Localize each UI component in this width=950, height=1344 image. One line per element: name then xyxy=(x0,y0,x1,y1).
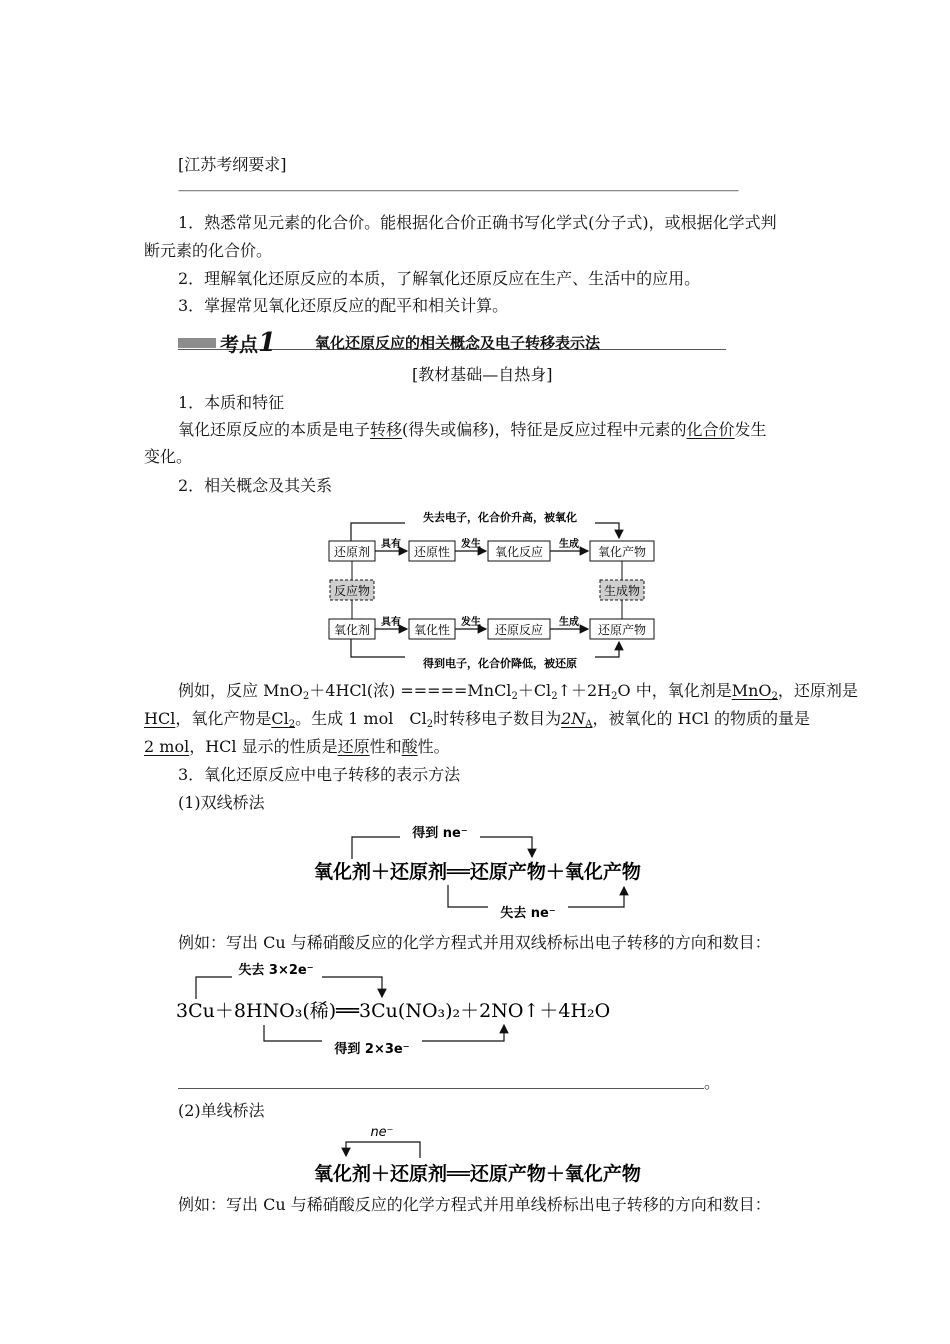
answer-blank: 化合价 xyxy=(686,420,735,439)
single-bridge-label: ne⁻ xyxy=(370,1125,394,1140)
section1-paragraph xyxy=(178,419,767,441)
text: ，还原剂是 xyxy=(777,681,858,700)
requirement-3: 3．掌握常见氧化还原反应的配平和相关计算。 xyxy=(178,296,509,315)
arrow-label: 具有 xyxy=(381,617,401,628)
arrow-label: 发生 xyxy=(461,539,481,550)
concept-relationship-diagram xyxy=(325,505,665,675)
bridge-bottom-label: 失去 ne⁻ xyxy=(500,906,556,921)
text: ，HCl 显示的性质是 xyxy=(189,737,338,756)
answer-blank: 酸 xyxy=(401,737,418,756)
answer-line[interactable] xyxy=(178,1088,704,1089)
box-label: 反应物 xyxy=(333,584,371,598)
answer-blank: 还原 xyxy=(337,737,370,756)
arrow-label: 具有 xyxy=(381,539,401,550)
double-bridge-heading: (1)双线桥法 xyxy=(178,793,265,812)
diagram-top-label: 失去电子，化合价升高，被氧化 xyxy=(423,511,577,524)
bridge-top-label: 得到 ne⁻ xyxy=(412,826,468,841)
dash-separator: ———————————————————————————————————————————————————————— xyxy=(178,184,738,197)
section1-paragraph-line2: 变化。 xyxy=(144,447,193,466)
box-label: 氧化性 xyxy=(413,623,451,637)
text: ，被氧化的 HCl 的物质的量是 xyxy=(592,709,811,728)
kaodian-number: 1 xyxy=(258,328,277,358)
box-label: 还原性 xyxy=(413,545,451,559)
answer-blank xyxy=(732,681,778,700)
text: ＋Cl xyxy=(517,681,552,700)
subscript: 2 xyxy=(288,719,296,730)
cu-bridge-bottom-label: 得到 2×3e⁻ xyxy=(334,1042,410,1057)
bridge-equation: 氧化剂＋还原剂══还原产物＋氧化产物 xyxy=(314,861,641,883)
section1-heading: 1．本质和特征 xyxy=(178,393,285,412)
kaodian-title: 氧化还原反应的相关概念及电子转移表示法 xyxy=(315,334,601,352)
single-bridge-heading: (2)单线桥法 xyxy=(178,1101,265,1120)
subscript: A xyxy=(585,719,593,730)
arrow-label: 生成 xyxy=(559,617,579,628)
answer: MnO xyxy=(731,681,772,700)
example-double-bridge: 例如：写出 Cu 与稀硝酸反应的化学方程式并用双线桥标出电子转移的方向和数目： xyxy=(178,933,771,952)
box-label: 氧化产物 xyxy=(597,545,647,559)
double-bridge-diagram xyxy=(310,815,670,925)
section-title: [江苏考纲要求] xyxy=(178,155,287,174)
kaodian-text: 考点 xyxy=(220,334,259,356)
text: 发生 xyxy=(734,420,767,439)
text: 时转移电子数目为 xyxy=(433,709,562,728)
text: 氧化还原反应的本质是电子 xyxy=(178,420,371,439)
text: ＋4HCl(浓) =====MnCl xyxy=(309,681,512,700)
answer-blank xyxy=(561,709,592,728)
section3-heading: 3．氧化还原反应中电子转移的表示方法 xyxy=(178,765,461,784)
box-label: 氧化剂 xyxy=(333,623,371,637)
box-label: 还原剂 xyxy=(333,545,371,559)
requirement-2: 2．理解氧化还原反应的本质，了解氧化还原反应在生产、生活中的应用。 xyxy=(178,269,701,288)
cu-double-bridge-diagram xyxy=(172,955,632,1065)
example-line3 xyxy=(144,736,450,758)
section2-heading: 2．相关概念及其关系 xyxy=(178,476,333,495)
subscript: 2 xyxy=(426,719,434,730)
requirement-1-line1: 1．熟悉常见元素的化合价。能根据化合价正确书写化学式(分子式)，或根据化学式判 xyxy=(178,213,777,232)
box-label: 还原反应 xyxy=(494,623,544,637)
text: O 中，氧化剂是 xyxy=(617,681,732,700)
answer-blank: 2 mol xyxy=(144,737,190,756)
single-bridge-equation: 氧化剂＋还原剂══还原产物＋氧化产物 xyxy=(314,1163,641,1185)
answer-blank: HCl xyxy=(144,709,176,728)
example-single-bridge: 例如：写出 Cu 与稀硝酸反应的化学方程式并用单线桥标出电子转移的方向和数目： xyxy=(178,1195,771,1214)
arrow-label: 发生 xyxy=(461,617,481,628)
subscript: 2 xyxy=(611,691,618,702)
example-line1 xyxy=(178,680,858,708)
example-line2 xyxy=(144,708,810,736)
box-label: 生成物 xyxy=(603,584,641,598)
text: ↑＋2H xyxy=(557,681,612,700)
text: ，氧化产物是 xyxy=(175,709,272,728)
text: 性。 xyxy=(417,737,450,756)
single-bridge-diagram xyxy=(310,1122,680,1192)
answer: 2N xyxy=(561,709,586,728)
text: (得失或偏移)，特征是反应过程中元素的 xyxy=(402,420,687,439)
cu-bridge-top-label: 失去 3×2e⁻ xyxy=(238,963,314,978)
subscript: 2 xyxy=(551,691,558,702)
box-label: 还原产物 xyxy=(597,623,647,637)
answer-blank: 转移 xyxy=(370,420,403,439)
box-label: 氧化反应 xyxy=(494,545,544,559)
answer-blank xyxy=(271,709,295,728)
kaodian-label xyxy=(220,328,276,358)
cu-equation: 3Cu＋8HNO₃(稀)══3Cu(NO₃)₂＋2NO↑＋4H₂O xyxy=(176,1000,611,1022)
subscript: 2 xyxy=(302,691,310,702)
requirement-1-line2: 断元素的化合价。 xyxy=(144,241,273,260)
arrow-label: 生成 xyxy=(559,539,579,550)
answer: Cl xyxy=(271,709,289,728)
diagram-bottom-label: 得到电子，化合价降低，被还原 xyxy=(423,657,577,670)
subheading: [教材基础—自热身] xyxy=(412,365,553,384)
answer-line-end: 。 xyxy=(704,1073,721,1092)
text: 例如，反应 MnO xyxy=(178,681,303,700)
kaodian-bar xyxy=(178,338,216,348)
text: 性和 xyxy=(369,737,402,756)
subscript: 2 xyxy=(511,691,518,702)
text: 。生成 1 mol Cl xyxy=(295,709,427,728)
subscript: 2 xyxy=(771,691,778,702)
